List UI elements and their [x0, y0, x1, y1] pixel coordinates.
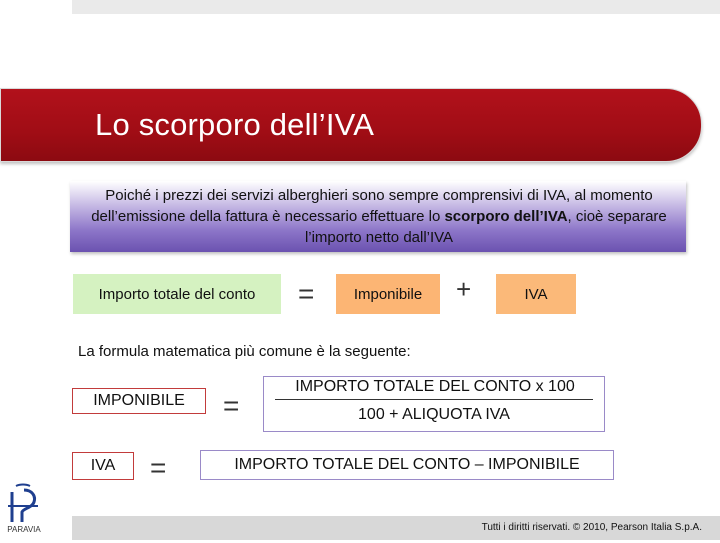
equals-sign: = [223, 390, 240, 421]
intro-text-part2: , cioè separare l’importo netto dall’IVA [304, 208, 667, 246]
footer-copyright: Tutti i diritti riservati. © 2010, Pearson Italia S.p.A. [481, 522, 702, 533]
total-amount-box: Importo totale del conto [73, 274, 281, 314]
formula-intro: La formula matematica più comune è la seguente: [78, 343, 411, 360]
formula2-rhs: IMPORTO TOTALE DEL CONTO – IMPONIBILE [200, 450, 614, 480]
top-strip [72, 0, 720, 14]
equals-sign: = [150, 452, 167, 483]
paravia-logo-icon [4, 482, 44, 538]
formula1-lhs: IMPONIBILE [72, 388, 206, 414]
slide-title: Lo scorporo dell’IVA [95, 107, 375, 142]
equals-sign: = [298, 278, 315, 309]
intro-text-bold: scorporo dell’IVA [444, 208, 568, 225]
svg-text:PARAVIA: PARAVIA [7, 525, 41, 534]
fraction-numerator: IMPORTO TOTALE DEL CONTO x 100 [295, 378, 575, 395]
formula2-lhs: IVA [72, 452, 134, 480]
vat-box: IVA [496, 274, 576, 314]
intro-text-part1: Poiché i prezzi dei servizi alberghieri sono sempre comprensivi di IVA, al momento dell’emissione della fattura è necessario effettuare lo [91, 187, 653, 225]
intro-text [74, 185, 684, 248]
fraction-denominator: 100 + ALIQUOTA IVA [358, 406, 510, 423]
plus-sign: + [456, 274, 472, 304]
taxable-box: Imponibile [336, 274, 440, 314]
fraction-line [275, 399, 593, 400]
